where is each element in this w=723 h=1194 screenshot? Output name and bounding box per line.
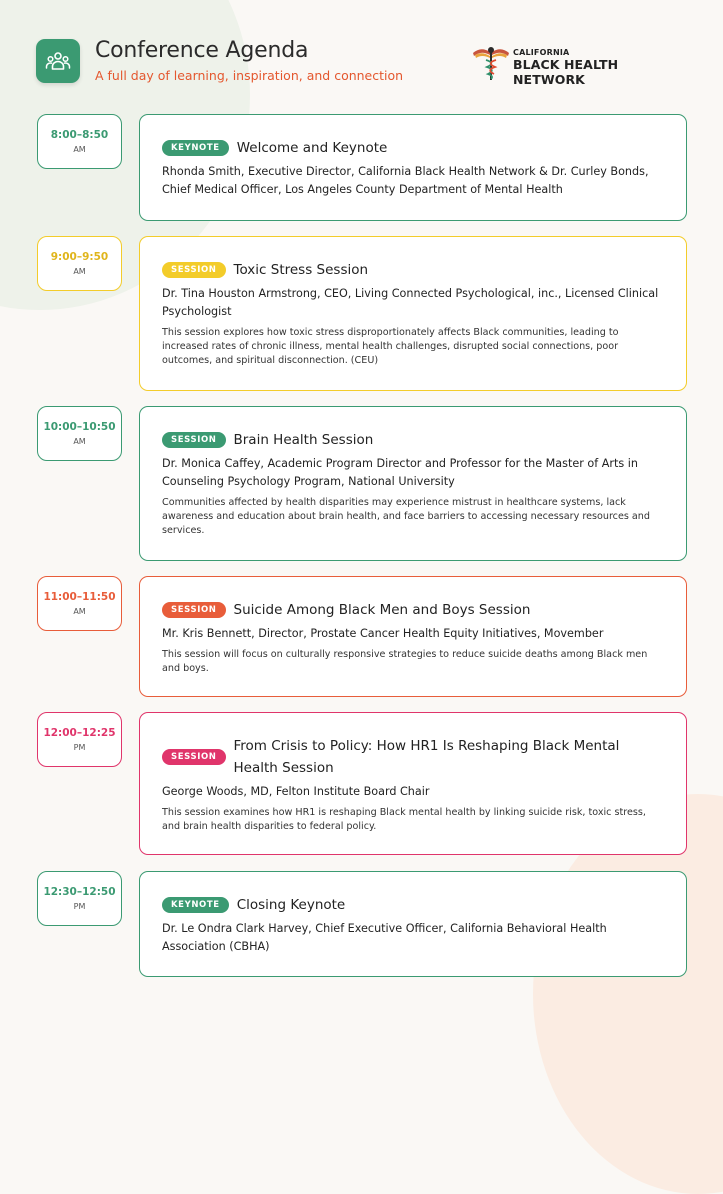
session-description: This session examines how HR1 is reshaping Black mental health by linking suicide risk, toxic stress, and brain health disparities to federal policy.	[162, 807, 646, 832]
page-title: Conference Agenda	[95, 38, 309, 63]
session-title: Toxic Stress Session	[233, 262, 369, 278]
speaker-info: Dr. Monica Caffey, Academic Program Director and Professor for the Master of Arts in Counseling Psychology Program, National University	[162, 457, 638, 488]
time-range: 8:00–8:50	[50, 129, 109, 141]
time-period: PM	[73, 743, 86, 752]
session-badge: SESSION	[162, 262, 226, 278]
agenda-card	[139, 871, 687, 977]
time-slot	[37, 712, 122, 767]
session-title: Closing Keynote	[236, 897, 346, 913]
people-group-icon	[36, 39, 80, 83]
time-range: 10:00–10:50	[43, 421, 116, 433]
keynote-badge: KEYNOTE	[162, 140, 229, 156]
session-badge: SESSION	[162, 749, 226, 765]
time-slot	[37, 576, 122, 631]
agenda-card	[139, 576, 687, 697]
session-title: Suicide Among Black Men and Boys Session	[233, 602, 531, 618]
time-slot	[37, 871, 122, 926]
session-badge: SESSION	[162, 602, 226, 618]
speaker-info: George Woods, MD, Felton Institute Board Chair	[162, 785, 430, 798]
session-description: Communities affected by health disparities may experience mistrust in healthcare systems, lack awareness and education about brain health, and face barriers to accessing necessary resources and services.	[162, 497, 650, 536]
organization-logo	[471, 42, 691, 87]
agenda-card	[139, 236, 687, 391]
speaker-info: Dr. Tina Houston Armstrong, CEO, Living Connected Psychological, inc., Licensed Clinical Psychologist	[162, 287, 659, 318]
keynote-badge: KEYNOTE	[162, 897, 229, 913]
time-period: AM	[73, 607, 86, 616]
session-badge: SESSION	[162, 432, 226, 448]
time-period: AM	[73, 145, 86, 154]
time-range: 12:00–12:25	[43, 727, 116, 739]
logo-text-small: CALIFORNIA	[513, 48, 570, 57]
time-slot	[37, 236, 122, 291]
speaker-info: Rhonda Smith, Executive Director, California Black Health Network & Dr. Curley Bonds, Chief Medical Officer, Los Angeles County Department of Mental Health	[162, 165, 649, 196]
session-description: This session will focus on culturally responsive strategies to reduce suicide deaths among Black men and boys.	[162, 649, 648, 674]
session-title: Brain Health Session	[233, 432, 374, 448]
session-title: Welcome and Keynote	[236, 140, 388, 156]
agenda-card	[139, 712, 687, 855]
agenda-card	[139, 406, 687, 561]
time-range: 11:00–11:50	[43, 591, 116, 603]
speaker-info: Dr. Le Ondra Clark Harvey, Chief Executive Officer, California Behavioral Health Association (CBHA)	[162, 922, 607, 953]
page-subtitle: A full day of learning, inspiration, and connection	[95, 68, 404, 83]
time-range: 9:00–9:50	[50, 251, 109, 263]
session-description: This session explores how toxic stress disproportionately affects Black communities, leading to increased rates of chronic illness, mental health challenges, disrupted social connections, poor outcomes, and spiritual disconnection. (CEU)	[162, 327, 619, 366]
time-period: AM	[73, 267, 86, 276]
caduceus-emblem-icon	[471, 42, 511, 82]
speaker-info: Mr. Kris Bennett, Director, Prostate Cancer Health Equity Initiatives, Movember	[162, 627, 604, 640]
agenda-card	[139, 114, 687, 221]
time-slot	[37, 406, 122, 461]
session-title: From Crisis to Policy: How HR1 Is Reshaping Black Mental Health Session	[233, 738, 620, 776]
time-slot	[37, 114, 122, 169]
time-period: AM	[73, 437, 86, 446]
time-period: PM	[73, 902, 86, 911]
time-range: 12:30–12:50	[43, 886, 116, 898]
logo-text-large: BLACK HEALTH NETWORK	[513, 57, 619, 87]
